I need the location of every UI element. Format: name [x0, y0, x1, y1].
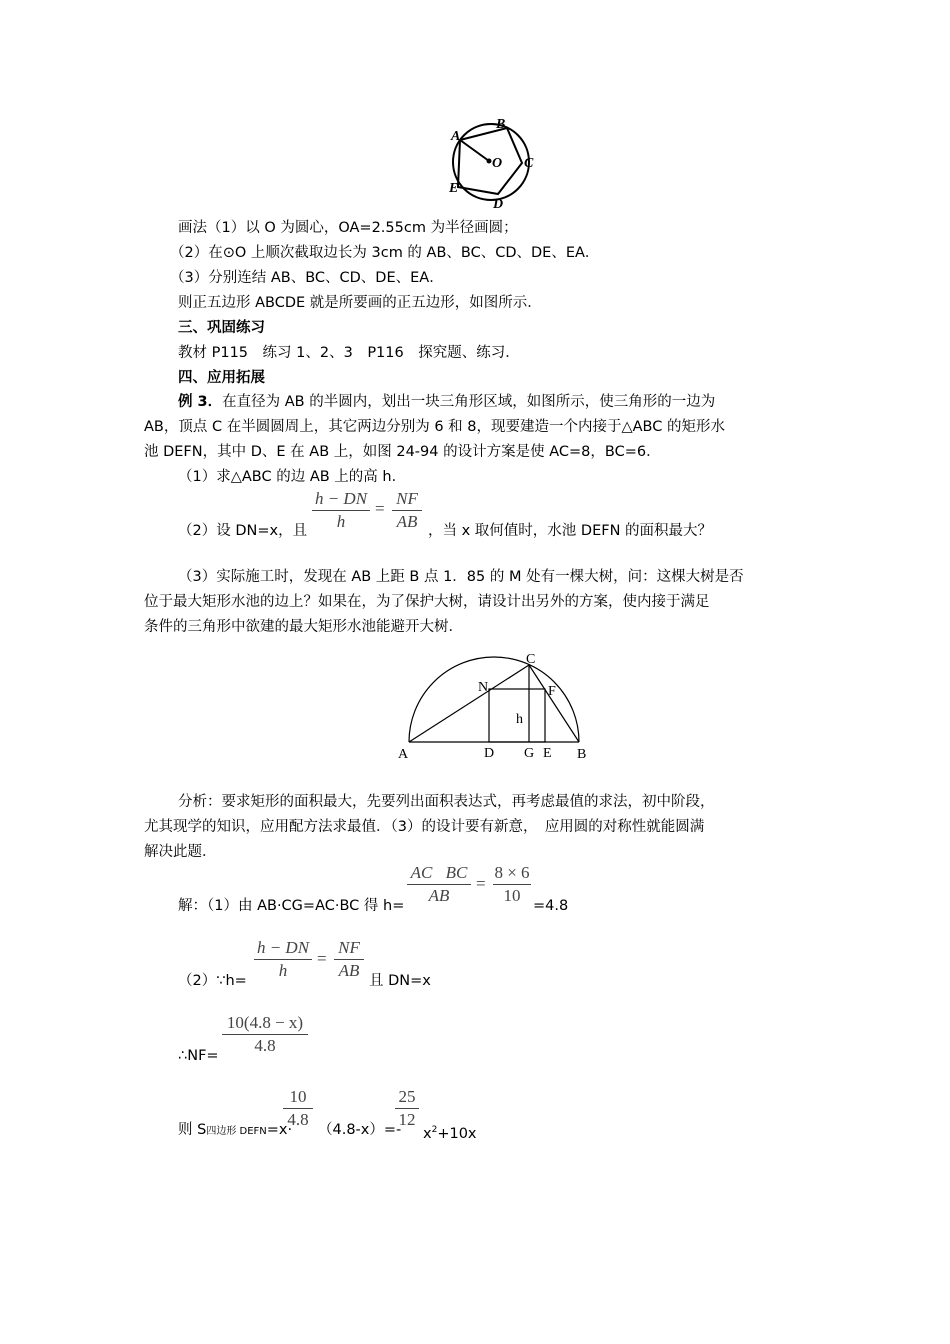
solution-2-post: 且 DN=x — [369, 973, 431, 989]
solution-4-mid: （4.8-x）=- — [318, 1122, 402, 1138]
label-D: D — [493, 197, 504, 210]
label-E: E — [449, 181, 459, 196]
label-O: O — [492, 156, 503, 171]
fig-label-h: h — [516, 712, 523, 727]
solution-4: 则 S四边形 DEFN=x· — [178, 1122, 293, 1138]
label-C: C — [524, 156, 534, 171]
analysis-line-2: 尤其现学的知识，应用配方法求最值．（3）的设计要有新意， 应用圆的对称性就能圆满 — [144, 819, 705, 835]
pentagon-figure — [440, 115, 550, 210]
fig-label-A: A — [398, 747, 409, 762]
s4-fraction-b: 25 12 — [395, 1086, 419, 1131]
line-2: （2）在⊙O 上顺次截取边长为 3cm 的 AB、BC、CD、DE、EA． — [170, 245, 600, 261]
segment-bc — [529, 665, 579, 742]
label-A: A — [451, 129, 461, 144]
fig-label-C: C — [526, 652, 536, 667]
s1-fraction-a: AC⃞BC AB — [407, 862, 471, 907]
s2-equals: = — [317, 949, 327, 968]
semicircle-figure — [395, 645, 595, 765]
fig-label-G: G — [524, 746, 535, 761]
radius-oa — [460, 140, 489, 161]
fig-label-E: E — [543, 746, 552, 761]
semicircle-arc — [409, 657, 579, 742]
s3-fraction: 10(4.8 − x) 4.8 — [222, 1012, 308, 1057]
analysis-line-3: 解决此题． — [144, 844, 217, 860]
solution-3-pre: ∴NF= — [178, 1048, 219, 1064]
heading-4: 四、应用拓展 — [178, 370, 265, 386]
line-5: 教材 P115 练习 1、2、3 P116 探究题、练习． — [178, 345, 520, 361]
line-4: 则正五边形 ABCDE 就是所要画的正五边形，如图所示． — [178, 295, 542, 311]
s4-fraction-a: 10 4.8 — [283, 1086, 313, 1131]
s1-fraction-b: 8 × 6 10 — [494, 863, 530, 905]
solution-4-tail: $x^2+10x$ — [423, 1125, 477, 1142]
solution-2-pre: （2）∵h= — [178, 973, 247, 989]
heading-3: 三、巩固练习 — [178, 320, 265, 336]
solution-1-pre: 解：（1）由 AB·CG=AC·BC 得 h= — [178, 898, 405, 914]
s1-equals: = — [476, 874, 486, 893]
line-1: 画法（1）以 O 为圆心，OA=2.55cm 为半径画圆； — [178, 220, 518, 236]
fig-label-F: F — [548, 684, 556, 699]
q2-equals: = — [375, 499, 385, 518]
question-3-line-1: （3）实际施工时，发现在 AB 上距 B 点 1．85 的 M 处有一棵大树，问：这棵大树是否 — [178, 569, 744, 585]
example-text-1: 在直径为 AB 的半圆内，划出一块三角形区域，如图所示，使三角形的一边为 — [222, 394, 716, 410]
segment-ac — [409, 665, 529, 742]
example-line-1 — [178, 392, 715, 412]
question-3-line-2: 位于最大矩形水池的边上？如果在，为了保护大树，请设计出另外的方案，使内接于满足 — [144, 594, 710, 610]
fig-label-D: D — [484, 746, 495, 761]
s2-fraction-lhs: h − DN h — [254, 937, 312, 982]
fig-label-B: B — [577, 747, 587, 762]
center-dot — [487, 159, 492, 164]
analysis-line-1: 分析：要求矩形的面积最大，先要列出面积表达式，再考虑最值的求法，初中阶段， — [178, 794, 715, 810]
question-1: （1）求△ABC 的边 AB 上的高 h． — [178, 469, 407, 485]
label-B: B — [496, 117, 506, 132]
solution-1-post: =4.8 — [533, 898, 569, 914]
example-line-2: AB，顶点 C 在半圆圆周上，其它两边分别为 6 和 8，现要建造一个内接于△ABC 的矩形水 — [144, 419, 725, 435]
q2-fraction-rhs: NF AB — [392, 488, 422, 533]
question-2-post: ，当 x 取何值时，水池 DEFN 的面积最大？ — [428, 523, 713, 539]
example-label: 例 3． — [178, 394, 223, 410]
q2-fraction-lhs: h − DN h — [312, 488, 370, 533]
question-3-line-3: 条件的三角形中欲建的最大矩形水池能避开大树． — [144, 619, 463, 635]
line-3: （3）分别连结 AB、BC、CD、DE、EA． — [170, 270, 444, 286]
s2-fraction-rhs: NF AB — [334, 937, 364, 982]
example-line-3: 池 DEFN，其中 D、E 在 AB 上，如图 24-94 的设计方案是使 AC=8，BC=6． — [144, 444, 661, 460]
fig-label-N: N — [478, 680, 489, 695]
question-2-pre: （2）设 DN=x，且 — [178, 523, 308, 539]
